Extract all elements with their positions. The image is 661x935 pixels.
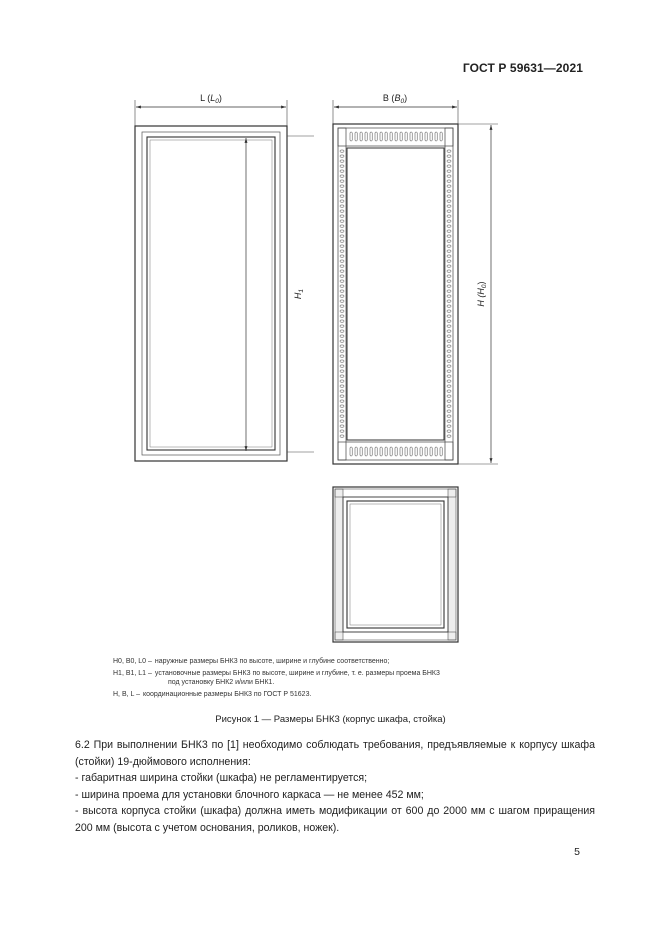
label-total-height: H $(H_0)$	[476, 281, 488, 307]
body-text	[75, 737, 595, 836]
legend-item-continuation	[113, 678, 553, 687]
legend-term: H1, B1, L1 –	[113, 670, 152, 677]
legend-term: H0, B0, L0 –	[113, 658, 152, 665]
legend-desc-cont: под установку БНК2 и/или БНК1.	[168, 679, 275, 686]
legend-desc: координационные размеры БНК3 по ГОСТ Р 51623.	[142, 691, 312, 698]
list-item: - ширина проема для установки блочного каркаса — не менее 452 мм;	[75, 788, 424, 801]
label-depth: B $(B_0)$	[382, 93, 408, 105]
legend-desc: установочные размеры БНК3 по высоте, ширине и глубине, т. е. размеры проема БНК3	[154, 670, 440, 677]
figure-caption: Рисунок 1 — Размеры БНК3 (корпус шкафа, стойка)	[215, 714, 446, 725]
legend-item	[113, 669, 553, 678]
figure-legend	[113, 657, 553, 702]
standard-designation: ГОСТ Р 59631—2021	[462, 61, 583, 75]
top-view	[333, 487, 458, 642]
list-item: - габаритная ширина стойки (шкафа) не регламентируется;	[75, 772, 368, 784]
label-inner-height: $H_1$	[293, 288, 305, 300]
legend-item	[113, 690, 553, 699]
rack-view	[333, 93, 498, 464]
front-view	[135, 93, 314, 461]
label-front-width: L $(L_0)$	[200, 93, 222, 105]
legend-desc: наружные размеры БНК3 по высоте, ширине и глубине соответственно;	[154, 658, 390, 665]
list-item: - высота корпуса стойки (шкафа) должна иметь модификации от 600 до 2000 мм с шагом приращения 200 мм (высота с учетом основания, роликов, ножек).	[75, 805, 595, 834]
paragraph-6-2: 6.2 При выполнении БНК3 по [1] необходимо соблюдать требования, предъявляемые к корпусу шкафа (стойки) 19-дюймового исполнения:	[75, 739, 595, 768]
legend-item	[113, 657, 553, 666]
legend-term: H, B, L –	[113, 691, 140, 698]
page-number: 5	[574, 846, 580, 858]
